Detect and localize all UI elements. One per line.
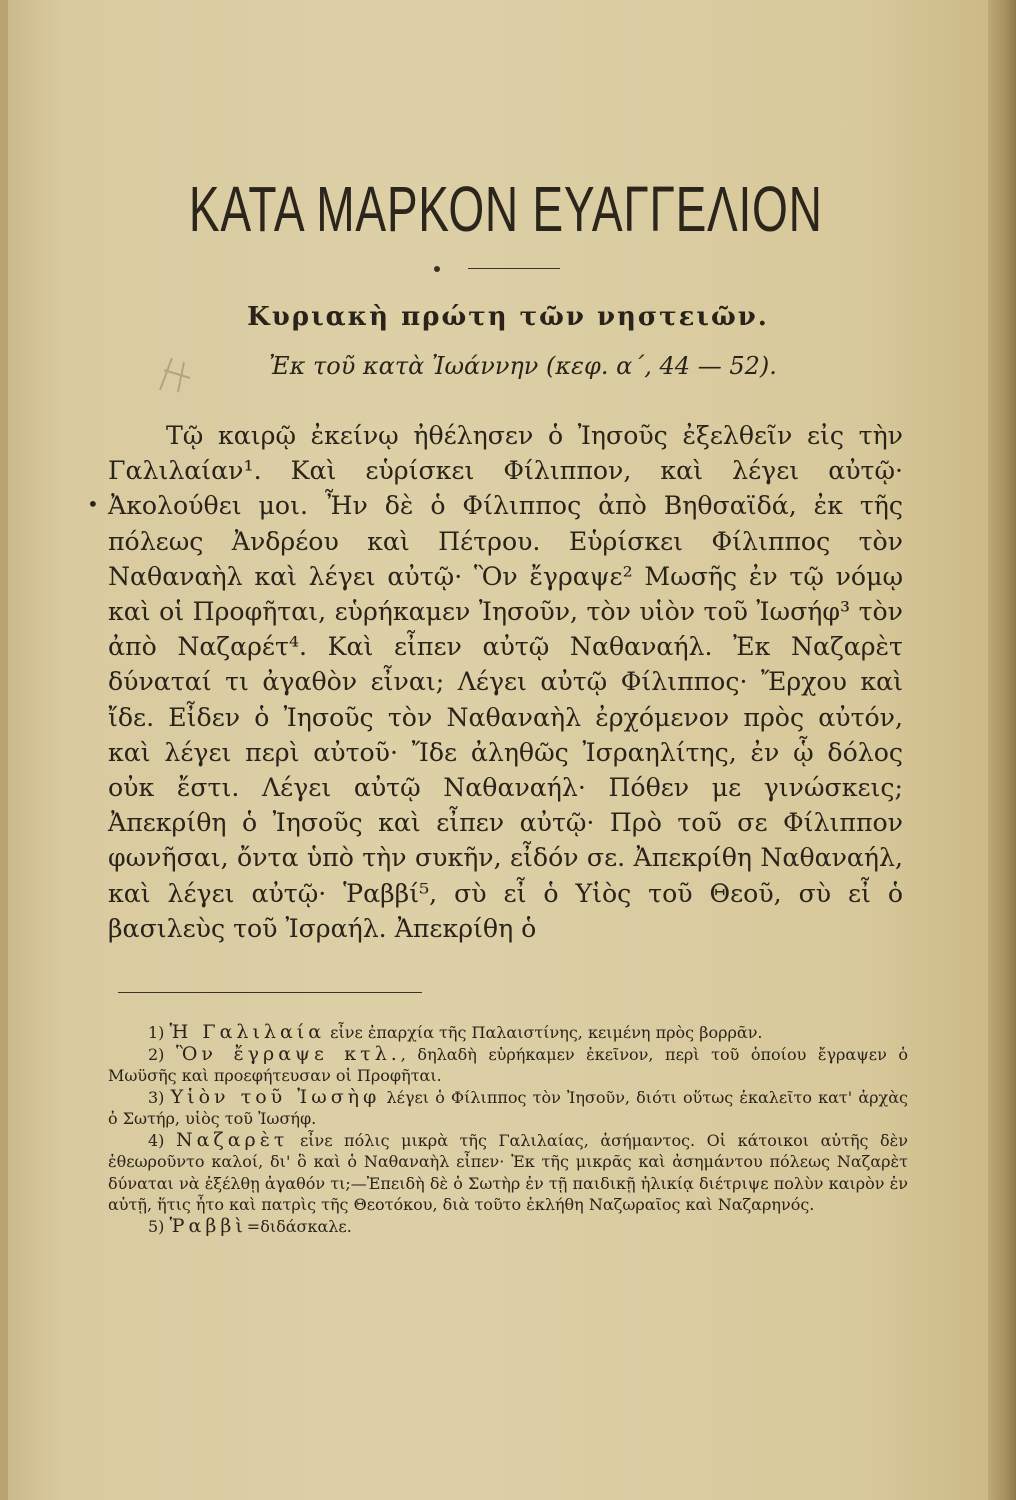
footnotes: [108, 1022, 908, 1237]
footnote-number: 2): [148, 1044, 165, 1064]
footnote-5: [108, 1216, 908, 1238]
margin-mark: •: [87, 492, 99, 516]
footnote-divider: [118, 992, 422, 993]
footnote-number: 1): [148, 1023, 165, 1042]
gospel-text: [108, 418, 903, 946]
footnote-1: [108, 1022, 908, 1044]
page-right-edge: [988, 0, 1016, 1500]
footnote-number: 5): [148, 1216, 165, 1236]
title-divider: [468, 268, 560, 269]
footnote-term: Ἡ Γαλιλαία: [169, 1021, 326, 1043]
title-dot: [434, 266, 440, 272]
footnote-2: [108, 1044, 908, 1087]
footnote-text: λέγει ὁ Φίλιππος τὸν Ἰησοῦν, διότι οὕτως ἐκαλεῖτο κατ' ἀρχὰς ὁ Σωτήρ, υἱὸς τοῦ Ἰωσήφ.: [108, 1087, 908, 1128]
footnote-3: [108, 1087, 908, 1130]
footnote-text: εἶνε πόλις μικρὰ τῆς Γαλιλαίας, ἀσήμαντος. Οἱ κάτοικοι αὐτῆς δὲν ἐθεωροῦντο καλοί, δι' ὃ καὶ ὁ Ναθαναὴλ εἶπεν· Ἐκ τῆς μικρᾶς καὶ ἀσημάντου πόλεως Ναζαρὲτ δύναται νὰ ἐξέλθῃ ἀγαθόν τι;—Ἐπειδὴ δὲ ὁ Σωτὴρ ἐν τῇ παιδικῇ ἡλικίᾳ διέτριψε πολὺν καιρὸν ἐν αὐτῇ, ἥτις ἦτο καὶ πατρὶς τῆς Θεοτόκου, διὰ τοῦτο ἐκλήθη Ναζωραῖος καὶ Ναζαρηνός.: [108, 1130, 908, 1214]
footnote-term: Ὃν ἔγραψε κτλ.: [176, 1042, 401, 1065]
gospel-paragraph: Τῷ καιρῷ ἐκείνῳ ἠθέλησεν ὁ Ἰησοῦς ἐξελθεῖν εἰς τὴν Γαλιλαίαν¹. Καὶ εὑρίσκει Φίλιππον, καὶ λέγει αὐτῷ· Ἀκολούθει μοι. Ἦν δὲ ὁ Φίλιππος ἀπὸ Βηθσαϊδά, ἐκ τῆς πόλεως Ἀνδρέου καὶ Πέτρου. Εὑρίσκει Φίλιππος τὸν Ναθαναὴλ καὶ λέγει αὐτῷ· Ὃν ἔγραψε² Μωσῆς ἐν τῷ νόμῳ καὶ οἱ Προφῆται, εὑρήκαμεν Ἰησοῦν, τὸν υἱὸν τοῦ Ἰωσήφ³ τὸν ἀπὸ Ναζαρέτ⁴. Καὶ εἶπεν αὐτῷ Ναθαναήλ. Ἐκ Ναζαρὲτ δύναταί τι ἀγαθὸν εἶναι; Λέγει αὐτῷ Φίλιππος· Ἔρχου καὶ ἴδε. Εἶδεν ὁ Ἰησοῦς τὸν Ναθαναὴλ ἐρχόμενον πρὸς αὐτόν, καὶ λέγει περὶ αὐτοῦ· Ἴδε ἀληθῶς Ἰσραηλίτης, ἐν ᾧ δόλος οὐκ ἔστι. Λέγει αὐτῷ Ναθαναήλ· Πόθεν με γινώσκεις; Ἀπεκρίθη ὁ Ἰησοῦς καὶ εἶπεν αὐτῷ· Πρὸ τοῦ σε Φίλιππον φωνῆσαι, ὄντα ὑπὸ τὴν συκῆν, εἶδόν σε. Ἀπεκρίθη Ναθαναήλ, καὶ λέγει αὐτῷ· Ῥαββί⁵, σὺ εἶ ὁ Υἱὸς τοῦ Θεοῦ, σὺ εἶ ὁ βασιλεὺς τοῦ Ἰσραήλ. Ἀπεκρίθη ὁ: [108, 421, 903, 943]
footnote-text: , δηλαδὴ εὑρήκαμεν ἐκεῖνον, περὶ τοῦ ὁποίου ἔγραψεν ὁ Μωϋσῆς καὶ προεφήτευσαν οἱ Προφῆται.: [108, 1044, 908, 1085]
page-left-edge: [0, 0, 8, 1500]
footnote-term: Υἱὸν τοῦ Ἰωσὴφ: [170, 1085, 381, 1108]
page-title: ΚΑΤΑ ΜΑΡΚΟΝ ΕΥΑΓΓΕΛΙΟΝ: [188, 173, 823, 245]
scripture-reference: Ἐκ τοῦ κατὰ Ἰωάννην (κεφ. α΄, 44 — 52).: [269, 352, 777, 380]
reading-title: Κυριακὴ πρώτη τῶν νηστειῶν.: [247, 302, 769, 332]
footnote-text: εἶνε ἐπαρχία τῆς Παλαιστίνης, κειμένη πρὸς βορρᾶν.: [325, 1023, 763, 1042]
footnote-number: 3): [148, 1087, 165, 1107]
footnote-text: =διδάσκαλε.: [246, 1216, 352, 1236]
footnote-4: [108, 1130, 908, 1216]
footnote-number: 4): [148, 1130, 165, 1150]
footnote-term: Ῥαββὶ: [169, 1214, 247, 1237]
footnote-term: Ναζαρὲτ: [175, 1128, 289, 1151]
